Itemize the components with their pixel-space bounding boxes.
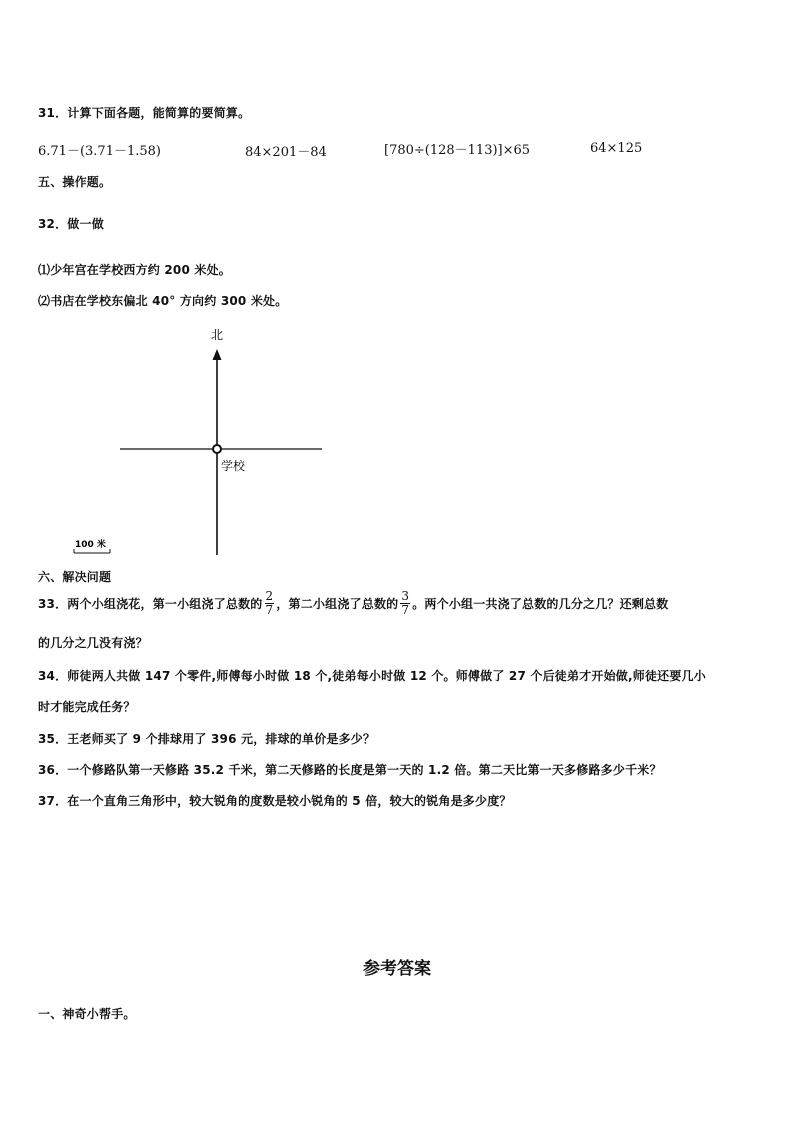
q32-item-1: ⑴少年宫在学校西方约 200 米处。: [38, 263, 232, 277]
section6-heading: 六、解决问题: [38, 570, 112, 584]
q37-text: 37．在一个直角三角形中，较大锐角的度数是较小锐角的 5 倍，较大的锐角是多少度？: [38, 794, 512, 808]
q34-line-2: 时才能完成任务？: [38, 700, 136, 714]
q33-line-1: [38, 590, 668, 617]
fraction-1-denominator: 7: [265, 603, 274, 617]
q33-text-2: ，第二小组浇了总数的: [276, 597, 399, 611]
q31-expr-3: [780÷(128－113)]×65: [384, 143, 531, 158]
answers-title: 参考答案: [363, 959, 431, 979]
fraction-three-sevenths: [400, 590, 410, 617]
q31-expr-2: 84×201－84: [245, 145, 327, 160]
q36-text: 36．一个修路队第一天修路 35.2 千米，第二天修路的长度是第一天的 1.2 倍。第二天比第一天多修路多少千米？: [38, 763, 662, 777]
scale-label: 100 米: [75, 540, 106, 550]
q31-expr-1: 6.71－(3.71－1.58): [38, 144, 161, 159]
scale-bar: [74, 538, 110, 553]
answers-section-1: 一、神奇小帮手。: [38, 1007, 136, 1021]
school-label: 学校: [221, 459, 246, 473]
fraction-2-denominator: 7: [401, 603, 410, 617]
q35-text: 35．王老师买了 9 个排球用了 396 元，排球的单价是多少？: [38, 732, 376, 746]
fraction-two-sevenths: [265, 590, 275, 617]
north-label: 北: [211, 328, 224, 342]
q33-text-3: 。两个小组一共浇了总数的几分之几？还剩总数: [412, 597, 669, 611]
fraction-2-numerator: 3: [401, 589, 410, 603]
q33-line-2: 的几分之几没有浇？: [38, 636, 148, 650]
fraction-1-numerator: 2: [265, 589, 274, 603]
q34-line-1: 34．师徒两人共做 147 个零件,师傅每小时做 18 个,徒弟每小时做 12 个。师傅做了 27 个后徒弟才开始做,师徒还要几小: [38, 669, 706, 683]
q33-text-1: 33．两个小组浇花，第一小组浇了总数的: [38, 597, 263, 611]
section5-heading: 五、操作题。: [38, 175, 112, 189]
school-point: [213, 445, 221, 453]
q32-item-2: ⑵书店在学校东偏北 40° 方向约 300 米处。: [38, 294, 288, 308]
q32-title: 32．做一做: [38, 217, 104, 231]
q31-expr-4: 64×125: [590, 141, 643, 156]
q31-title: 31．计算下面各题，能简算的要简算。: [38, 106, 251, 120]
